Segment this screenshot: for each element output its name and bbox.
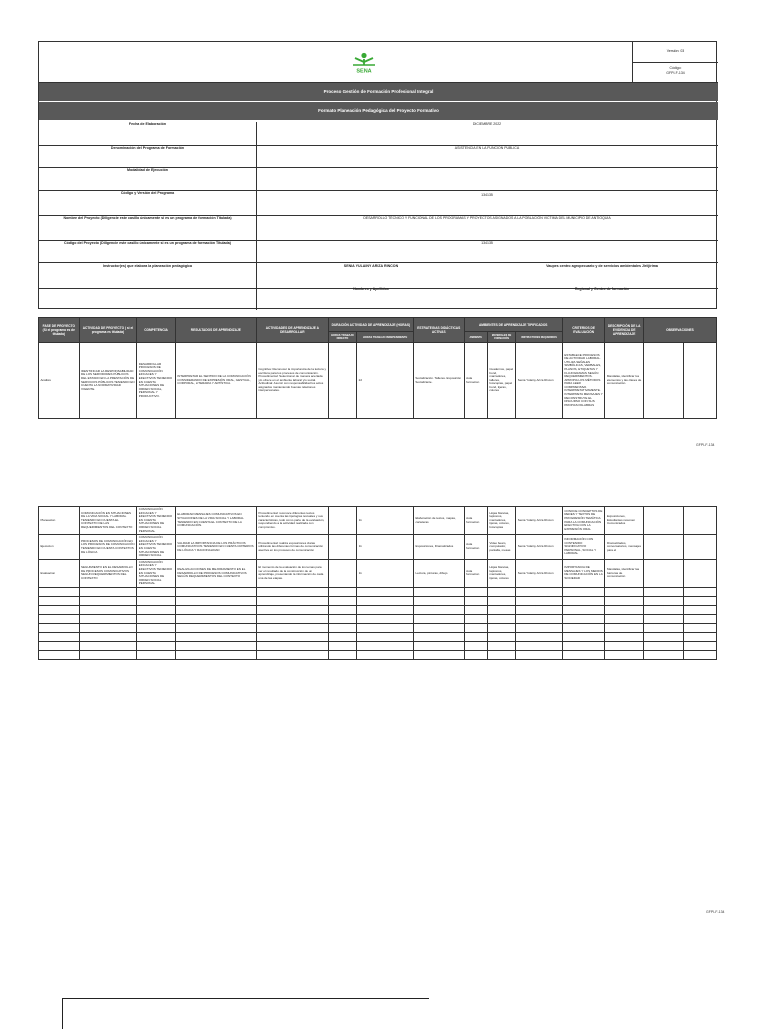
modalidad-label: Modalidad de Ejecución — [127, 168, 168, 172]
code-value: GFPI-F-134 — [666, 71, 685, 75]
cell-horas-directo — [328, 507, 356, 535]
cell-criterios: IMPORTANCIA DE MENSAJES Y LOS MEDIOS DE COMUNICACIÓN EN LA SOCIEDAD — [562, 559, 605, 587]
cell-ambiente: Aula formacion — [464, 343, 487, 419]
code-label: Código: — [669, 66, 682, 70]
cell-observaciones-2 — [684, 507, 717, 535]
programa-label: Denominación del Programa de Formación — [110, 146, 185, 150]
footer-code-1: GFPI-F-134 — [696, 443, 715, 447]
cell-resultados: REALIZA ACCIONES DE MEJORAMIENTO EN EL DESARROLLO DE PROCESOS COMUNICATIVOS SEGÚN REQUERIMIENTOS DEL CONTEXTO — [175, 559, 256, 587]
empty-row — [39, 587, 717, 596]
cell-criterios: INFORMACIÓN CON CONTENIDO SIGNIFICATIVO PERSONAL, SOCIAL Y LABORAL — [562, 535, 605, 560]
cell-materiales: Cuadernos, papel bond, marcadores, talleres, fotocopias, papel bond, tijeras, colores — [487, 343, 515, 419]
header-fase: FASE DE PROYECTO (Si el programa es de titulada) — [39, 318, 80, 343]
instructor-name: SENIA YULAINY ARIZA RINCON — [343, 264, 399, 268]
cell-fase: Ejecucion — [39, 535, 80, 560]
cell-actividades: Cognitiva: Reconocer la importancia de la lectura y escritura para los procesos de comunicación. Procedimental: Seleccionar de manera acertada y/o ofrece en el ambiente laboral y/o social. Actitudinal: Asumir con responsabilidad los actos asignados manteniendo buenas relaciones interpersonales. — [256, 343, 328, 419]
cell-estrategias: Socialización. Talleres. Exposición Socializante. — [413, 343, 464, 419]
cell-criterios: CONOCE CONCEPTOS DE REDES Y TEXTOS DE PROGRESIÓN TEMÁTICA PARA LA COMUNICACIÓN EFECTIVA CON LA EXPRESIÓN ORAL — [562, 507, 605, 535]
version-text: Versión: 03 — [666, 49, 685, 53]
cell-observaciones-2 — [684, 343, 717, 419]
sena-logo-icon — [351, 52, 377, 74]
cell-materiales: Hojas blancas, lapiceros, marcadores, tijeras, colores — [487, 559, 515, 587]
cell-descripcion: Mandalas, identificar las barreras de comunicación — [605, 559, 644, 587]
cell-horas-directo — [328, 343, 356, 419]
empty-row — [39, 623, 717, 632]
proyecto-label: Nombre del Proyecto (Diligencie este casillo únicamente si es un programa de formación Titulada) — [63, 216, 232, 220]
header-criterios: CRITERIOS DE EVALUACIÓN — [562, 318, 605, 343]
cell-actividad: PROCESOS DE COMUNICACIÓN EN LOS PROCESOS DE COMUNICACIÓN TENIENDO EN CUENTA CONTEXTOS DE LÓGICA — [79, 535, 137, 560]
cell-materiales: Video beam, computador, pantalla, mesas — [487, 535, 515, 560]
header-duracion: DURACIÓN ACTIVIDAD DE APRENDIZAJE (HORAS) — [328, 318, 413, 332]
cell-observaciones-2 — [684, 535, 717, 560]
format-title: Formato Planeación Pedagógica del Proyecto Formativo — [39, 102, 718, 120]
cell-actividades: El momento de la evaluación de los temas para ver el resultado de la construcción de un aprendizaje, presentando la información de cada una de las etapas. — [256, 559, 328, 587]
cell-observaciones — [643, 559, 684, 587]
cell-ambiente: Aula formacion — [464, 507, 487, 535]
table-row — [39, 343, 717, 419]
programa-value: ASISTENCIA EN LA FUNCION PUBLICA — [454, 146, 520, 150]
planning-table-continued — [38, 506, 717, 660]
process-title: Proceso Gestión de Formación Profesional Integral — [39, 83, 718, 101]
cell-fase: Planeacion — [39, 507, 80, 535]
cell-horas-independiente: 22 — [357, 343, 414, 419]
cell-estrategias: Elaboración de textos, mapas, carteleras — [413, 507, 464, 535]
cell-resultados: INTERPRETAR EL SENTIDO DE LA COMUNICACIÓN CONSIDERANDO DE EXPRESIÓN ORAL, GESTUAL, CORPORAL, LITERARIA Y ARTÍSTICA. — [175, 343, 256, 419]
cell-instructor: Senia Yulainy Ariza Rincon — [516, 343, 563, 419]
cell-resultados: ELABORAR MENSAJES COMUNICATIVOS EN SITUACIONES DE LA VIDA SOCIAL Y LABORAL TENIENDO EN CUENTA EL CONTEXTO DE LA COMUNICACIÓN. — [175, 507, 256, 535]
footer-code-2: GFPI-F-134 — [706, 910, 725, 914]
codigo-value: 134135 — [481, 193, 493, 197]
codigo-label: Código y Versión del Programa — [120, 191, 175, 195]
fecha-label: Fecha de Elaboración — [128, 122, 167, 126]
cell-horas: 11 — [357, 507, 414, 535]
cell-fase: Evaluacion — [39, 559, 80, 587]
svg-text:SENA: SENA — [356, 68, 372, 74]
cell-horas-directo — [328, 559, 356, 587]
empty-row — [39, 650, 717, 659]
codigo-proyecto-value: 134135 — [481, 241, 493, 245]
nombres-label: Nombres y Apellidos — [353, 287, 389, 291]
cell-instructor: Senia Yulainy Ariza Rincon — [516, 535, 563, 560]
header-observaciones: OBSERVACIONES — [643, 318, 716, 343]
logo-area — [39, 42, 632, 83]
table-row — [39, 559, 717, 587]
header-resultados: RESULTADOS DE APRENDIZAJE — [175, 318, 256, 343]
empty-row — [39, 596, 717, 605]
header-competencia: COMPETENCIA — [137, 318, 176, 343]
cell-estrategias: Exposiciones, Dramatizados — [413, 535, 464, 560]
cell-horas: 11 — [357, 559, 414, 587]
empty-row — [39, 641, 717, 650]
header-horas-independiente: HORAS TRABAJO INDEPENDIENTE — [357, 332, 414, 343]
codigo-proyecto-label: Código del Proyecto (Diligencie este casillo únicamente si es un programa de formación Titulada) — [64, 241, 231, 245]
cell-observaciones-2 — [684, 559, 717, 587]
planning-form — [38, 41, 717, 309]
cell-observaciones — [643, 507, 684, 535]
header-instructores: INSTRUCTORES REQUERIDOS — [516, 332, 563, 343]
cell-actividades: Procedimental: realiza exposiciones claras utilizando las diferentes formas de comunicación asertiva en los procesos de comunicación — [256, 535, 328, 560]
centro-name: Vaupes centro agropecuario y de servicios ambientales Jiriijirima — [546, 264, 658, 268]
cell-ambiente: Aula formacion — [464, 559, 487, 587]
cell-horas-directo — [328, 535, 356, 560]
header-ambiente: AMBIENTE — [464, 332, 487, 343]
cell-actividad: SEGUIMIENTO EN EL DESARROLLO DE PROCESOS COMUNICATIVOS SEGÚN REQUERIMIENTOS DEL CONTEXTO — [79, 559, 137, 587]
cell-competencia: COMUNICACIÓN EFICACES Y EFECTIVOS TENIENDO EN CUENTA SITUACIONES DE ORDEN SOCIAL — [137, 535, 176, 560]
table-row — [39, 535, 717, 560]
cell-materiales: Hojas blancas, lapiceros, marcadores, tijeras, colores, fotocopias — [487, 507, 515, 535]
bottom-page-frame — [62, 998, 429, 1029]
cell-observaciones — [643, 343, 684, 419]
cell-observaciones — [643, 535, 684, 560]
empty-row — [39, 632, 717, 641]
header-materiales: MATERIALES DE FORMACIÓN — [487, 332, 515, 343]
header-descripcion: DESCRIPCIÓN DE LA EVIDENCIA DE APRENDIZAJE — [605, 318, 644, 343]
header-actividades: ACTIVIDADES DE APRENDIZAJE A DESARROLLAR — [256, 318, 328, 343]
cell-descripcion: Exposiciones, Estudiantes resumen Comunicados — [605, 507, 644, 535]
empty-row — [39, 614, 717, 623]
cell-fase: Análisis — [39, 343, 80, 419]
cell-competencia: COMUNICACIÓN EFICACES Y EFECTIVOS TENIENDO EN CUENTA SITUACIONES DE ORDEN SOCIAL PERSONAL — [137, 559, 176, 587]
regional-label: Regional y Centro de formación — [574, 287, 630, 291]
instructor-label: Instructor(es) que elabora la planeación pedagógica — [102, 264, 193, 268]
header-actividad: ACTIVIDAD DE PROYECTO ( si el programa es titulada) — [79, 318, 137, 343]
cell-actividades: Procedimental: reconoce diferentes textos teniendo en cuenta las tipologías textuales y sus características, todo como parte de la evaluación, respondiendo a la actividad realizada con compromiso. — [256, 507, 328, 535]
header-horas-directo: HORAS TRABAJO DIRECTO — [328, 332, 356, 343]
cell-actividad: COMUNICACIÓN EN SITUACIONES DE LA VIDA SOCIAL Y LABORAL TENIENDO EN CUENTA EL CONTEXTO DE LAS REQUERIMIENTOS DEL CONTEXTO — [79, 507, 137, 535]
cell-competencia: DESARROLLAR PROCESOS DE COMUNICACIÓN EFICACES Y EFECTIVOS TENIENDO EN CUENTA SITUACIONES DE ORDEN SOCIAL, PERSONAL Y PRODUCTIVO. — [137, 343, 176, 419]
cell-competencia: COMUNICACIÓN EFICACES Y EFECTIVOS TENIENDO EN CUENTA SITUACIONES DE ORDEN SOCIAL PERSONAL — [137, 507, 176, 535]
cell-resultados: VALIDAR LA IMPORTANCIA DE LOS PRÁCTICOS COMUNICATIVOS TENIENDO EN CUENTA CRITERIOS DE LÓGICA Y RACIONALIDAD — [175, 535, 256, 560]
fecha-value: DICIEMBRE 2022 — [472, 122, 502, 126]
empty-row — [39, 605, 717, 614]
cell-instructor: Senia Yulainy Ariza Rincon — [516, 507, 563, 535]
cell-criterios: ESTABLECE PROCESOS DE ACTIVIDAD LABORAL. UTILIZA SEÑALES SIMBÓLICAS, VERBALES, PLANOS, ETIQUETAS Y FLUJOGRAMAS SEGÚN REQUERIMIENTOS. APROPIA LOS MÉTODOS PARA LEER COMPRENSIVA INTERPRETATIVAMENTE. INTERPRETA MENSAJES Y RECONSTRUYE EL DISCURSO CON SUS PROPIAS PALABRAS — [562, 343, 605, 419]
cell-actividad: IDENTIFICAR LA RESPONSABILIDAD DE LOS SERVIDORES PÚBLICOS DEL ESTADO EN LA PRESTACIÓN DE SERVICIOS PÚBLICOS TENIENDO EN CUENTA LA NORMATIVIDAD VIGENTE. — [79, 343, 137, 419]
table-row — [39, 507, 717, 535]
planning-table — [38, 317, 717, 419]
cell-estrategias: Lectura, pinturas, dibujo — [413, 559, 464, 587]
cell-descripcion: Mandalas, identificar los elementos y las claves de comunicación. — [605, 343, 644, 419]
header-ambientes: AMBIENTES DE APRENDIZAJE TIPIFICADOS — [464, 318, 562, 332]
header-estrategias: ESTRATEGIAS DIDÁCTICAS ACTIVAS — [413, 318, 464, 343]
cell-ambiente: Aula formacion — [464, 535, 487, 560]
cell-horas: 11 — [357, 535, 414, 560]
cell-instructor: Senia Yulainy Ariza Rincon — [516, 559, 563, 587]
cell-descripcion: Dramatizados, conversatorios, mensajes para el — [605, 535, 644, 560]
form-header-box — [38, 41, 717, 309]
proyecto-value: DESARROLLO TÉCNICO Y FUNCIONAL DE LOS PROGRAMAS Y PROYECTOS ASIGNADOS A LA POBLACIÓN VICTIMA DEL MUNICIPIO DE ANTIOQUIA — [363, 216, 611, 220]
version-box — [632, 42, 718, 83]
